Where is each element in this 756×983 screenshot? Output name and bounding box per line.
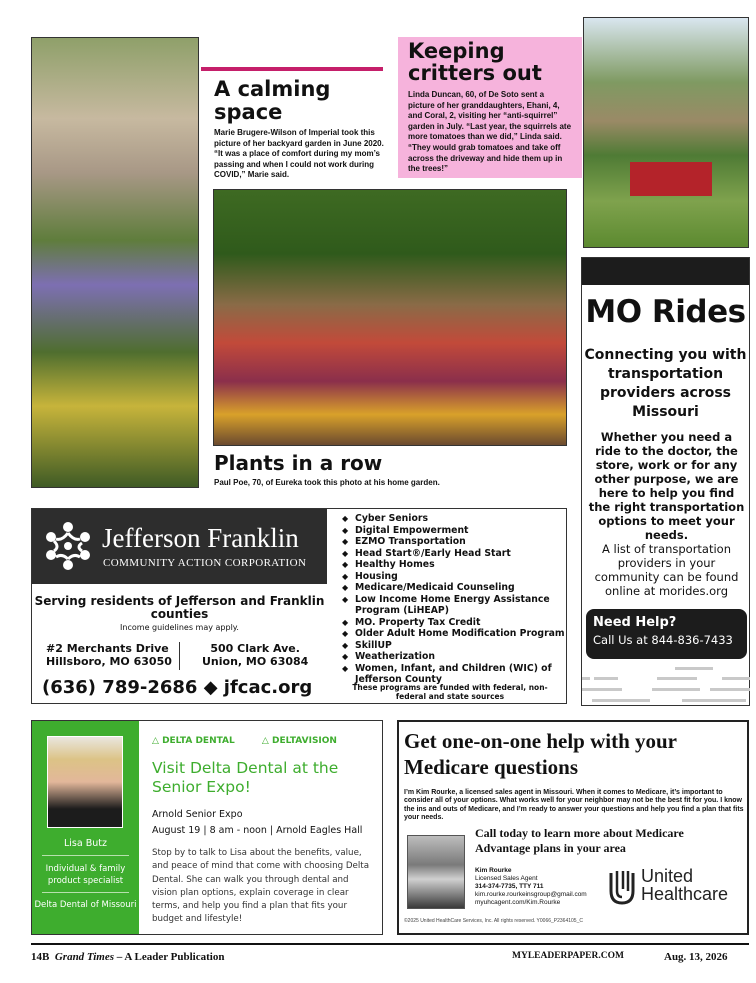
address-line: Union, MO 63084 bbox=[202, 655, 309, 668]
jf-org-subtitle: COMMUNITY ACTION CORPORATION bbox=[103, 557, 307, 569]
delta-dental-logo: △ DELTA DENTAL bbox=[152, 736, 235, 746]
footer-page-label bbox=[31, 951, 224, 963]
dd-person-name: Lisa Butz bbox=[64, 838, 107, 849]
dd-event-details: August 19 | 8 am - noon | Arnold Eagles Hall bbox=[152, 825, 363, 836]
jf-address-union bbox=[202, 642, 308, 668]
decor-dash bbox=[675, 667, 713, 670]
service-item: ◆ EZMO Transportation bbox=[342, 536, 567, 548]
jf-phone-website: (636) 789-2686 ◆ jfcac.org bbox=[42, 677, 313, 698]
publication-name: Grand Times bbox=[54, 951, 115, 963]
divider bbox=[42, 855, 129, 856]
publisher-name: – A Leader Publication bbox=[116, 951, 225, 963]
decor-dash bbox=[722, 677, 750, 680]
decor-dash bbox=[582, 688, 622, 691]
footer-website: MYLEADERPAPER.COM bbox=[512, 951, 624, 961]
medicare-call-to-action: Call today to learn more about Medicare Advantage plans in your area bbox=[475, 826, 684, 855]
decor-dash bbox=[682, 699, 746, 702]
granddaughters-wagon-photo bbox=[583, 17, 749, 248]
dd-body: Stop by to talk to Lisa about the benefits, value, and peace of mind that come with choosing Delta Dental. She can walk you through dental and vision plan options, explain coverage in clear terms, and help you find a plan that fits your budget and lifestyle! bbox=[152, 848, 370, 925]
medicare-intro: I’m Kim Rourke, a licensed sales agent in Missouri. When it comes to Medicare, it’s important to consider all of your options. What works well for your neighbor may not be the best fit for you. I know the ins and outs of Medicare, and I’m ready to answer your questions and help you find a plan that fits your needs. bbox=[404, 789, 744, 821]
plants-in-row-caption: Paul Poe, 70, of Eureka took this photo at his home garden. bbox=[214, 478, 440, 487]
service-item: ◆ Medicare/Medicaid Counseling bbox=[342, 582, 567, 594]
medicare-legal: ©2025 United HealthCare Services, Inc. All rights reserved. Y0066_P2364105_C bbox=[404, 918, 583, 924]
decor-dash bbox=[652, 688, 700, 691]
service-item: ◆ Weatherization bbox=[342, 651, 567, 663]
jf-services-list bbox=[342, 513, 567, 686]
delta-dental-ad bbox=[31, 720, 383, 935]
agent-contact bbox=[475, 867, 587, 907]
service-item: ◆ Healthy Homes bbox=[342, 559, 567, 571]
brand-line: Healthcare bbox=[641, 884, 729, 904]
address-line: 500 Clark Ave. bbox=[210, 642, 300, 655]
mo-rides-ad bbox=[581, 257, 750, 706]
lisa-butz-photo bbox=[47, 736, 123, 828]
dd-green-panel bbox=[32, 721, 139, 934]
decor-dash bbox=[657, 677, 697, 680]
address-divider bbox=[179, 642, 180, 670]
decor-dash bbox=[582, 677, 590, 680]
agent-email: kim.rourke.rourkeinsgroup@gmail.com bbox=[475, 891, 587, 898]
dd-event bbox=[152, 807, 362, 839]
service-item: ◆ SkillUP bbox=[342, 640, 567, 652]
jf-income-note: Income guidelines may apply. bbox=[120, 623, 239, 632]
backyard-garden-photo bbox=[31, 37, 199, 488]
dd-logos bbox=[152, 736, 361, 746]
jf-address-hillsboro bbox=[46, 642, 172, 668]
united-healthcare-logo-icon bbox=[609, 869, 635, 905]
help-box bbox=[586, 609, 747, 659]
service-item: ◆ Women, Infant, and Children (WIC) of Jefferson County bbox=[342, 663, 567, 686]
service-item: ◆ Low Income Home Energy Assistance Program (LiHEAP) bbox=[342, 594, 567, 617]
footer-date: Aug. 13, 2026 bbox=[664, 951, 728, 963]
decor-dash bbox=[592, 699, 650, 702]
footer-rule bbox=[31, 943, 749, 945]
dd-event-name: Arnold Senior Expo bbox=[152, 809, 243, 820]
dd-person-role: Individual & family product specialist bbox=[45, 864, 126, 886]
divider bbox=[42, 892, 129, 893]
dd-headline: Visit Delta Dental at the Senior Expo! bbox=[152, 759, 339, 796]
red-wagon bbox=[630, 162, 712, 196]
decor-dash bbox=[594, 677, 618, 680]
agent-title: Licensed Sales Agent bbox=[475, 875, 538, 882]
jf-serving-text: Serving residents of Jefferson and Franklin counties bbox=[34, 594, 325, 621]
page-number: 14B bbox=[31, 951, 50, 963]
jefferson-franklin-ad bbox=[31, 508, 567, 704]
dd-person-org: Delta Dental of Missouri bbox=[34, 900, 137, 910]
brand-line: United bbox=[641, 866, 694, 886]
help-title: Need Help? bbox=[593, 615, 677, 630]
mo-rides-website-note: A list of transportation providers in your community can be found online at morides.org bbox=[594, 542, 739, 598]
ad-top-bar bbox=[582, 258, 749, 285]
keeping-critters-title: Keeping critters out bbox=[408, 39, 542, 85]
address-line: #2 Merchants Drive bbox=[46, 642, 169, 655]
service-item: ◆ Older Adult Home Modification Program bbox=[342, 628, 567, 640]
decor-dash bbox=[710, 688, 750, 691]
mo-rides-body: Whether you need a ride to the doctor, the store, work or for any other purpose, we are here to help you find the right transportation options to meet your needs. bbox=[588, 430, 745, 542]
service-item: ◆ Cyber Seniors bbox=[342, 513, 567, 525]
agent-website: myuhcagent.com/Kim.Rourke bbox=[475, 899, 561, 906]
service-item: ◆ MO. Property Tax Credit bbox=[342, 617, 567, 629]
deltavision-logo: △ DELTAVISION bbox=[261, 736, 337, 746]
jf-header bbox=[32, 509, 327, 584]
calming-space-title: A calming space bbox=[214, 77, 331, 124]
address-line: Hillsboro, MO 63050 bbox=[46, 655, 172, 668]
keeping-critters-box bbox=[398, 37, 582, 178]
jf-org-name: Jefferson Franklin bbox=[102, 523, 299, 553]
plants-in-row-photo bbox=[213, 189, 567, 446]
mo-rides-logo: MO Rides bbox=[585, 294, 746, 330]
agent-name: Kim Rourke bbox=[475, 867, 512, 874]
service-item: ◆ Head Start®/Early Head Start bbox=[342, 548, 567, 560]
keeping-critters-caption: Linda Duncan, 60, of De Soto sent a picture of her granddaughters, Ehani, 4, and Coral, 2, visiting her “anti-squirrel” garden in July. “Last year, the squirrels ate more tomatoes than we did,” Linda said. “They would grab tomatoes and take off across the driveway and hide them up in the trees!” bbox=[408, 90, 572, 174]
agent-phone: 314-374-7735, TTY 711 bbox=[475, 883, 544, 890]
service-item: ◆ Digital Empowerment bbox=[342, 525, 567, 537]
medicare-headline: Get one-on-one help with your Medicare questions bbox=[404, 729, 677, 779]
united-healthcare-brand bbox=[641, 867, 728, 903]
calming-space-caption: Marie Brugere-Wilson of Imperial took this picture of her backyard garden in June 2020. “It was a place of comfort during my mom’s passing and when I could not work during COVID,” Marie said. bbox=[214, 128, 384, 180]
delta-dental-logo-text: DELTA DENTAL bbox=[162, 736, 235, 746]
kim-rourke-photo bbox=[407, 835, 465, 909]
accent-rule bbox=[201, 67, 383, 71]
medicare-ad bbox=[397, 720, 749, 935]
service-item: ◆ Housing bbox=[342, 571, 567, 583]
mo-rides-heading: Connecting you with transportation providers across Missouri bbox=[584, 347, 747, 420]
deltavision-logo-text: DELTAVISION bbox=[271, 736, 337, 746]
help-phone: Call Us at 844-836-7433 bbox=[593, 633, 733, 647]
community-logo-icon bbox=[40, 517, 96, 575]
jf-funding-note: These programs are funded with federal, non-federal and state sources bbox=[352, 683, 548, 701]
plants-in-row-title: Plants in a row bbox=[214, 451, 383, 475]
